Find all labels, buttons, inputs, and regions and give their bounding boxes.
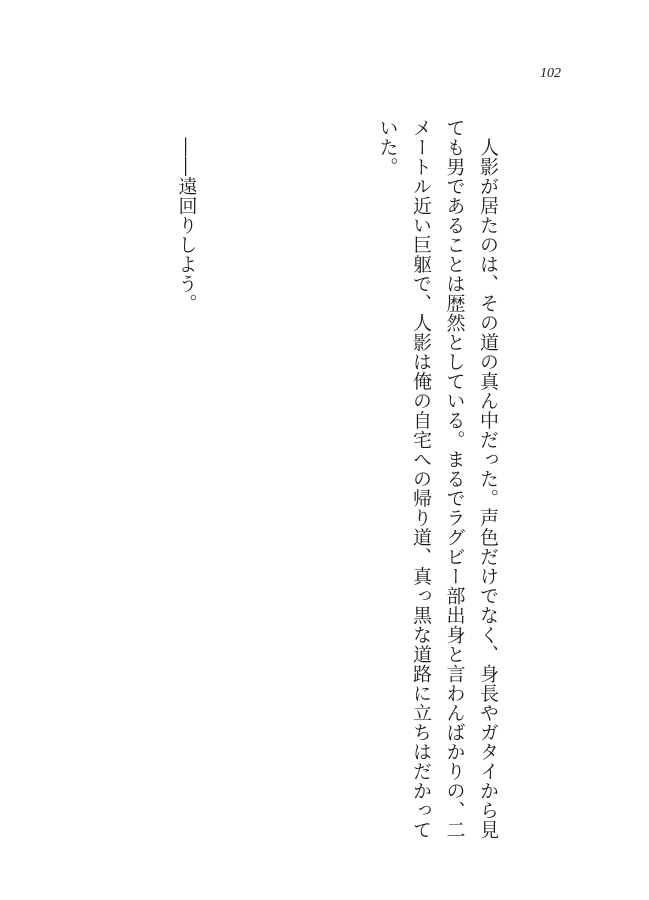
paragraph-1: 人影が居たのは、その道の真ん中だった。声色だけでなく、身長やガタイから見ても男であることは歴然としている。まるでラグビー部出身と言わんばかりの、二メートル近い巨躯で、人影は俺の自宅への帰り道、真っ黒な道路に立ちはだかっていた。 [376, 118, 499, 840]
novel-body-text [0, 118, 571, 858]
paragraph-2: ――遠回りしよう。 [175, 118, 198, 313]
paragraph-3 [0, 118, 2, 858]
blank-line [270, 118, 304, 858]
page-number: 102 [540, 66, 561, 81]
blank-line [69, 118, 103, 858]
